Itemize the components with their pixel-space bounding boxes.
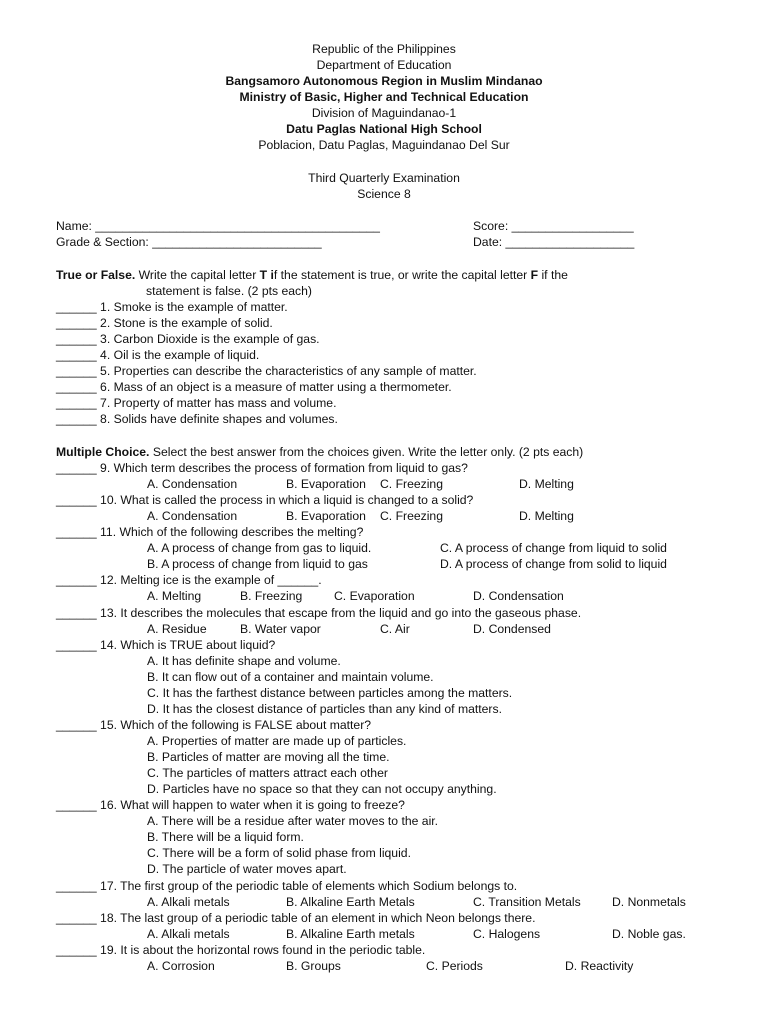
exam-title: Third Quarterly Examination (308, 171, 460, 185)
score-field: Score: __________________ (473, 219, 634, 233)
mc-q13-choice-d: D. Condensed (473, 622, 551, 636)
exam-subject: Science 8 (357, 187, 411, 201)
mc-q11-choice-c: C. A process of change from liquid to solid (440, 541, 667, 555)
mc-q18-choice-a: A. Alkali metals (147, 927, 230, 941)
true-false-instructions: True or False. Write the capital letter T if the statement is true, or write the capital letter F if the (56, 268, 568, 282)
mc-q12-choice-c: C. Evaporation (334, 589, 415, 603)
date-field: Date: ___________________ (473, 235, 635, 249)
mc-q11-choice-a: A. A process of change from gas to liquid. (147, 541, 372, 555)
mc-q13-choice-c: C. Air (380, 622, 410, 636)
mc-q11-choice-d: D. A process of change from solid to liquid (440, 557, 667, 571)
grade-section-field: Grade & Section: _________________________ (56, 235, 322, 249)
tf-item-6: ______ 6. Mass of an object is a measure of matter using a thermometer. (56, 380, 452, 394)
header-division: Division of Maguindanao-1 (311, 106, 457, 120)
mc-q18-choice-b: B. Alkaline Earth metals (286, 927, 415, 941)
mc-q16-choice-a: A. There will be a residue after water moves to the air. (147, 814, 439, 828)
mc-question-17: ______ 17. The first group of the periodic table of elements which Sodium belongs to. (56, 879, 518, 893)
mc-q15-choice-a: A. Properties of matter are made up of particles. (147, 734, 407, 748)
mc-q16-choice-c: C. There will be a form of solid phase from liquid. (147, 846, 411, 860)
mc-q9-choice-a: A. Condensation (147, 477, 238, 491)
mc-q10-choice-c: C. Freezing (380, 509, 443, 523)
mc-q10-choice-a: A. Condensation (147, 509, 238, 523)
header-department: Department of Education (316, 58, 452, 72)
mc-q12-choice-b: B. Freezing (240, 589, 303, 603)
tf-item-5: ______ 5. Properties can describe the characteristics of any sample of matter. (56, 364, 477, 378)
mc-q17-choice-a: A. Alkali metals (147, 895, 230, 909)
mc-q18-choice-c: C. Halogens (473, 927, 541, 941)
mc-q16-choice-b: B. There will be a liquid form. (147, 830, 304, 844)
mc-question-13: ______ 13. It describes the molecules that escape from the liquid and go into the gaseous phase. (56, 606, 582, 620)
mc-q15-choice-d: D. Particles have no space so that they can not occupy anything. (147, 782, 497, 796)
mc-q19-choice-d: D. Reactivity (565, 959, 634, 973)
tf-item-2: ______ 2. Stone is the example of solid. (56, 316, 273, 330)
mc-q12-choice-d: D. Condensation (473, 589, 564, 603)
mc-q9-choice-d: D. Melting (519, 477, 574, 491)
multiple-choice-instructions: Multiple Choice. Select the best answer from the choices given. Write the letter only. (2 pts each) (56, 445, 584, 459)
tf-item-8: ______ 8. Solids have definite shapes and volumes. (56, 412, 338, 426)
header-ministry: Ministry of Basic, Higher and Technical Education (239, 90, 529, 104)
mc-question-11: ______ 11. Which of the following describes the melting? (56, 525, 364, 539)
mc-q10-choice-d: D. Melting (519, 509, 574, 523)
mc-question-15: ______ 15. Which of the following is FALSE about matter? (56, 718, 372, 732)
mc-question-18: ______ 18. The last group of a periodic table of an element in which Neon belongs there. (56, 911, 536, 925)
true-false-heading: True or False. (56, 268, 136, 282)
mc-q16-choice-d: D. The particle of water moves apart. (147, 862, 347, 876)
mc-question-10: ______ 10. What is called the process in which a liquid is changed to a solid? (56, 493, 474, 507)
multiple-choice-heading: Multiple Choice. (56, 445, 150, 459)
mc-question-14: ______ 14. Which is TRUE about liquid? (56, 638, 276, 652)
tf-item-7: ______ 7. Property of matter has mass and volume. (56, 396, 337, 410)
mc-question-16: ______ 16. What will happen to water when it is going to freeze? (56, 798, 405, 812)
mc-q17-choice-c: C. Transition Metals (473, 895, 581, 909)
mc-q14-choice-d: D. It has the closest distance of particles than any kind of matters. (147, 702, 502, 716)
header-address: Poblacion, Datu Paglas, Maguindanao Del Sur (258, 138, 510, 152)
mc-q19-choice-c: C. Periods (426, 959, 483, 973)
mc-q10-choice-b: B. Evaporation (286, 509, 366, 523)
header-republic: Republic of the Philippines (312, 42, 456, 56)
mc-q17-choice-d: D. Nonmetals (612, 895, 686, 909)
tf-item-4: ______ 4. Oil is the example of liquid. (56, 348, 260, 362)
mc-q11-choice-b: B. A process of change from liquid to gas (147, 557, 368, 571)
mc-q9-choice-c: C. Freezing (380, 477, 443, 491)
mc-q15-choice-c: C. The particles of matters attract each other (147, 766, 388, 780)
mc-q18-choice-d: D. Noble gas. (612, 927, 686, 941)
mc-q14-choice-c: C. It has the farthest distance between particles among the matters. (147, 686, 513, 700)
mc-q19-choice-a: A. Corrosion (147, 959, 215, 973)
mc-q15-choice-b: B. Particles of matter are moving all the time. (147, 750, 390, 764)
mc-q19-choice-b: B. Groups (286, 959, 341, 973)
mc-q13-choice-b: B. Water vapor (240, 622, 321, 636)
mc-q12-choice-a: A. Melting (147, 589, 202, 603)
tf-item-3: ______ 3. Carbon Dioxide is the example of gas. (56, 332, 320, 346)
mc-question-19: ______ 19. It is about the horizontal rows found in the periodic table. (56, 943, 426, 957)
mc-q14-choice-b: B. It can flow out of a container and maintain volume. (147, 670, 434, 684)
mc-q13-choice-a: A. Residue (147, 622, 207, 636)
mc-q9-choice-b: B. Evaporation (286, 477, 366, 491)
mc-question-9: ______ 9. Which term describes the process of formation from liquid to gas? (56, 461, 468, 475)
tf-item-1: ______ 1. Smoke is the example of matter. (56, 300, 288, 314)
name-field: Name: __________________________________________ (56, 219, 380, 233)
header-region: Bangsamoro Autonomous Region in Muslim Mindanao (225, 74, 543, 88)
mc-q17-choice-b: B. Alkaline Earth Metals (286, 895, 415, 909)
mc-question-12: ______ 12. Melting ice is the example of ______. (56, 573, 322, 587)
header-school: Datu Paglas National High School (286, 122, 482, 136)
mc-q14-choice-a: A. It has definite shape and volume. (147, 654, 341, 668)
true-false-instructions-cont: statement is false. (2 pts each) (146, 284, 312, 298)
